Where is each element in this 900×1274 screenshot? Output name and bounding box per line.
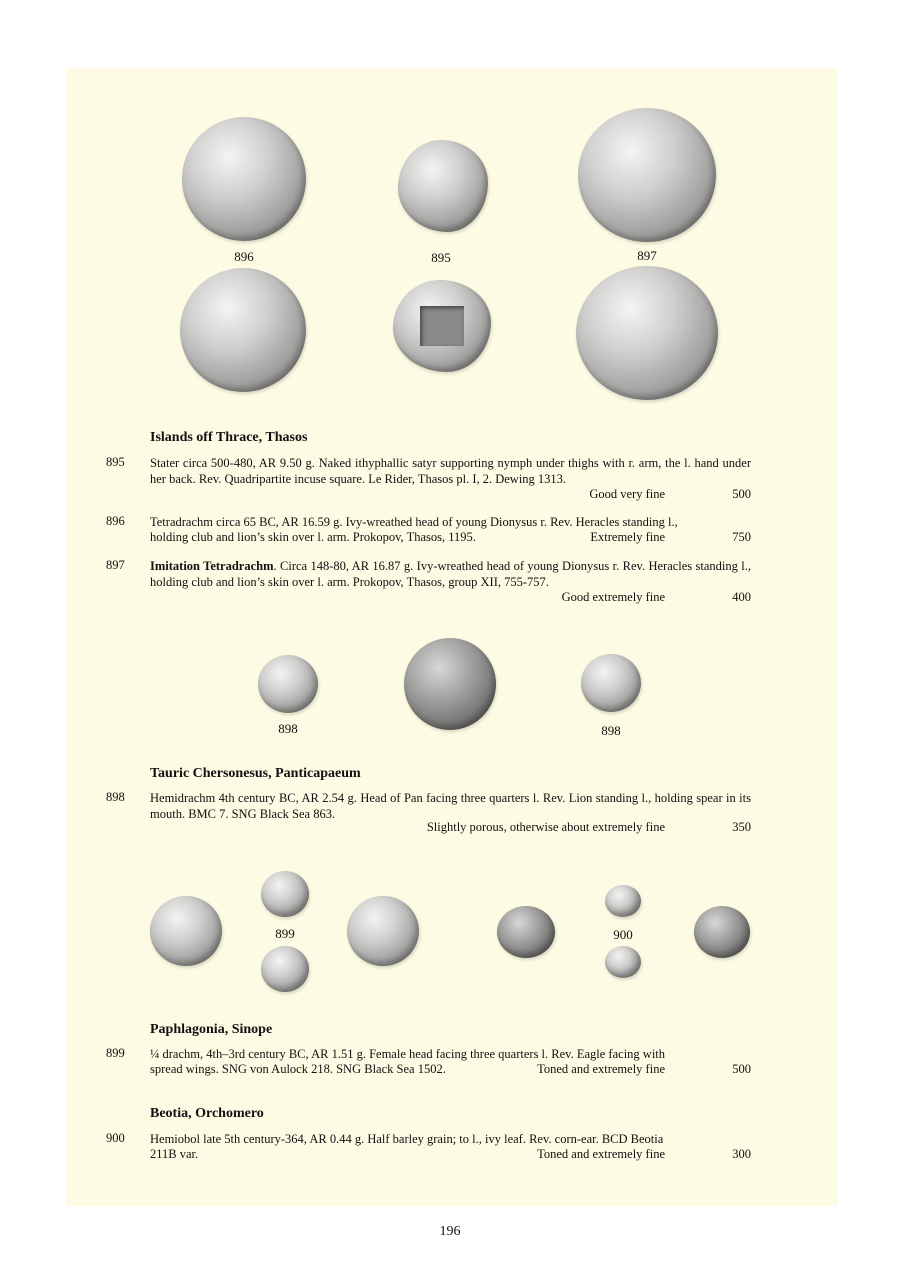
coin-896-reverse-image xyxy=(180,268,306,392)
coin-899-obverse-small-image xyxy=(261,871,309,917)
lot-description-899-line2-text: spread wings. SNG von Aulock 218. SNG Black Sea 1502. xyxy=(150,1062,446,1076)
section-heading-thasos: Islands off Thrace, Thasos xyxy=(150,430,308,445)
coin-898-obverse-small-image xyxy=(258,655,318,713)
lot-price-898: 350 xyxy=(732,820,751,834)
coin-900-obverse-small-image xyxy=(605,885,641,917)
section-heading-beotia: Beotia, Orchomero xyxy=(150,1106,264,1121)
lot-description-896-line2-text: holding club and lion’s skin over l. arm. Prokopov, Thasos, 1195. xyxy=(150,530,476,544)
plate-label-899: 899 xyxy=(275,926,295,941)
lot-number-896: 896 xyxy=(106,514,125,528)
coin-900-reverse-enlarged-image xyxy=(694,906,750,958)
coin-900-obverse-enlarged-image xyxy=(497,906,555,958)
lot-title-897: Imitation Tetradrachm xyxy=(150,559,274,573)
lot-description-896-line2 xyxy=(150,530,751,546)
lot-price-899: 500 xyxy=(732,1062,751,1076)
lot-grade-899: Toned and extremely fine xyxy=(537,1062,665,1076)
coin-899-reverse-small-image xyxy=(261,946,309,992)
lot-description-897 xyxy=(150,558,751,590)
lot-description-900-line2 xyxy=(150,1147,751,1163)
lot-description-898: Hemidrachm 4th century BC, AR 2.54 g. Head of Pan facing three quarters l. Rev. Lion standing l., holding spear in its mouth. BMC 7. SNG Black Sea 863. xyxy=(150,791,751,821)
coin-898-reverse-image xyxy=(581,654,641,712)
plate-label-898-reverse: 898 xyxy=(601,723,621,738)
coin-897-obverse-image xyxy=(578,108,716,242)
lot-grade-898: Slightly porous, otherwise about extremely fine xyxy=(426,820,665,834)
lot-grade-895: Good very fine xyxy=(589,487,665,501)
lot-description-899-line1: ¼ drachm, 4th–3rd century BC, AR 1.51 g. Female head facing three quarters l. Rev. Eagle facing with xyxy=(150,1047,666,1061)
lot-grade-900: Toned and extremely fine xyxy=(537,1147,665,1161)
lot-grade-line-898 xyxy=(150,820,751,836)
coin-898-obverse-enlarged-image xyxy=(404,638,496,730)
lot-price-895: 500 xyxy=(732,487,751,501)
lot-price-900: 300 xyxy=(732,1147,751,1161)
coin-899-obverse-enlarged-image xyxy=(150,896,222,966)
plate-label-897: 897 xyxy=(637,248,657,263)
lot-description-896-line1: Tetradrachm circa 65 BC, AR 16.59 g. Ivy-wreathed head of young Dionysus r. Rev. Heracles standing l., xyxy=(150,515,678,529)
lot-price-897: 400 xyxy=(732,590,751,604)
lot-description-895: Stater circa 500-480, AR 9.50 g. Naked ithyphallic satyr supporting nymph under thighs with r. arm, the l. hand under her back. Rev. Quadripartite incuse square. Le Rider, Thasos pl. I, 2. Dewing 1313. xyxy=(150,456,751,486)
section-heading-paphlagonia: Paphlagonia, Sinope xyxy=(150,1022,273,1037)
incuse-square xyxy=(420,306,463,346)
coin-895-obverse-image xyxy=(398,140,488,232)
coin-897-reverse-image xyxy=(576,266,718,400)
coin-900-reverse-small-image xyxy=(605,946,641,978)
coin-896-obverse-image xyxy=(182,117,306,241)
lot-description-899-line2 xyxy=(150,1062,751,1078)
lot-number-900: 900 xyxy=(106,1131,125,1145)
plate-label-898-obverse: 898 xyxy=(278,721,298,736)
plate-label-900: 900 xyxy=(613,927,633,942)
lot-grade-896: Extremely fine xyxy=(590,530,665,544)
section-heading-tauric-chersonesus: Tauric Chersonesus, Panticapaeum xyxy=(150,766,361,781)
lot-number-895: 895 xyxy=(106,455,125,469)
lot-description-897-text: . Circa 148-80, AR 16.87 g. Ivy-wreathed head of young Dionysus r. Rev. Heracles standing l., holding club and lion’s skin over l. arm. Prokopov, Thasos, group XII, 755-757. xyxy=(150,559,751,589)
lot-number-897: 897 xyxy=(106,558,125,572)
lot-number-898: 898 xyxy=(106,790,125,804)
coin-899-reverse-enlarged-image xyxy=(347,896,419,966)
lot-price-896: 750 xyxy=(732,530,751,544)
lot-grade-897: Good extremely fine xyxy=(561,590,665,604)
plate-label-896: 896 xyxy=(234,249,254,264)
lot-number-899: 899 xyxy=(106,1046,125,1060)
lot-grade-line-895 xyxy=(150,487,751,503)
plate-label-895: 895 xyxy=(431,250,451,265)
lot-description-900-line2-text: 211B var. xyxy=(150,1147,199,1161)
page-number: 196 xyxy=(439,1224,461,1239)
coin-895-reverse-image xyxy=(393,280,491,372)
lot-description-900-line1: Hemiobol late 5th century-364, AR 0.44 g. Half barley grain; to l., ivy leaf. Rev. corn-ear. BCD Beotia xyxy=(150,1132,664,1146)
lot-grade-line-897 xyxy=(150,590,751,606)
